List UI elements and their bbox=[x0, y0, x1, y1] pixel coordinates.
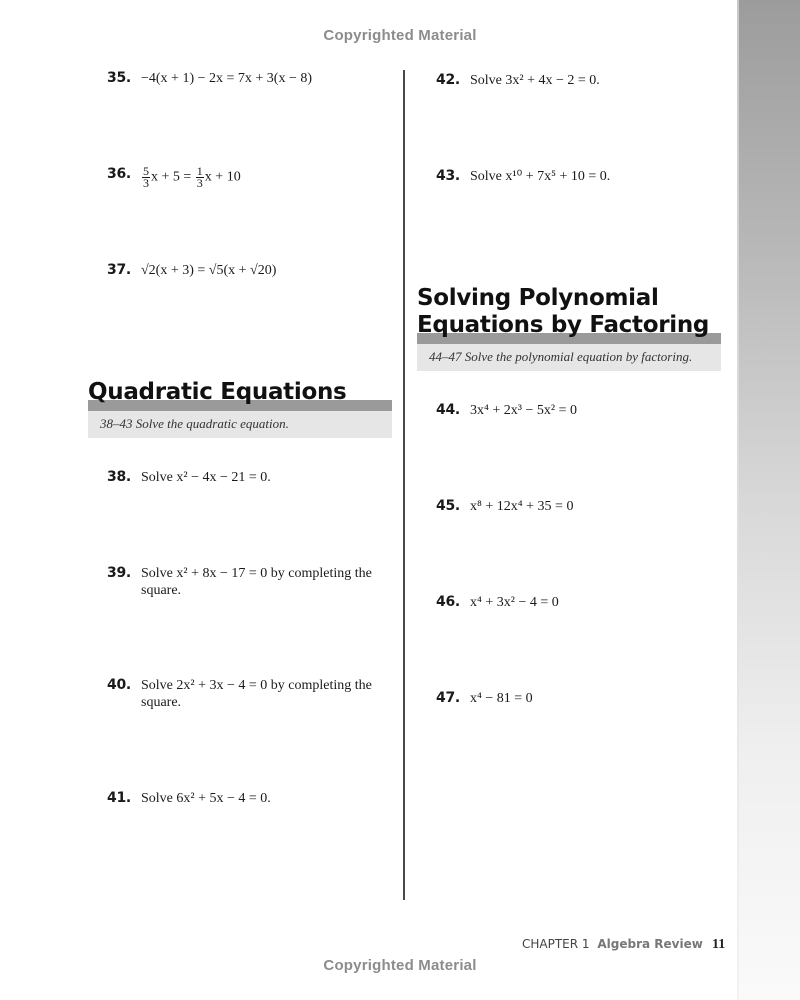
problem-number: 45. bbox=[436, 498, 460, 514]
problem-equation: √2(x + 3) = √5(x + √20) bbox=[141, 263, 277, 278]
problem-47 bbox=[436, 690, 710, 707]
column-divider bbox=[403, 70, 405, 900]
problem-44 bbox=[436, 402, 710, 419]
problem-number: 35. bbox=[107, 70, 131, 86]
problem-number: 39. bbox=[107, 565, 131, 581]
problem-equation: −4(x + 1) − 2x = 7x + 3(x − 8) bbox=[141, 71, 313, 86]
problem-39 bbox=[107, 565, 381, 599]
section-instruction: 38–43 Solve the quadratic equation. bbox=[88, 411, 392, 438]
section-quadratic-equations bbox=[88, 379, 392, 438]
problem-number: 47. bbox=[436, 690, 460, 706]
problem-equation: Solve 2x² + 3x − 4 = 0 by completing the square. bbox=[141, 678, 372, 710]
problem-number: 38. bbox=[107, 469, 131, 485]
fraction: $\frac{5}{3}$ bbox=[143, 164, 149, 190]
problem-number: 40. bbox=[107, 677, 131, 693]
section-instruction: 44–47 Solve the polynomial equation by factoring. bbox=[417, 344, 721, 371]
page-number: 11 bbox=[712, 937, 726, 952]
problem-45 bbox=[436, 498, 710, 515]
watermark-top: Copyrighted Material bbox=[323, 27, 477, 44]
problem-43 bbox=[436, 168, 710, 185]
chapter-title: Algebra Review bbox=[597, 937, 703, 951]
fraction: $\frac{1}{3}$ bbox=[196, 164, 203, 190]
section-title: Solving Polynomial Equations by Factoring bbox=[417, 285, 710, 338]
problem-equation: Solve 3x² + 4x − 2 = 0. bbox=[470, 73, 600, 88]
problem-equation: x⁸ + 12x⁴ + 35 = 0 bbox=[470, 499, 574, 514]
problem-equation: 3x⁴ + 2x³ − 5x² = 0 bbox=[470, 403, 577, 418]
problem-number: 37. bbox=[107, 262, 131, 278]
problem-37 bbox=[107, 262, 381, 279]
watermark-bottom: Copyrighted Material bbox=[323, 957, 477, 974]
problem-number: 41. bbox=[107, 790, 131, 806]
problem-equation: Solve x² + 8x − 17 = 0 by completing the square. bbox=[141, 566, 372, 598]
problem-number: 36. bbox=[107, 166, 131, 182]
problem-42 bbox=[436, 72, 710, 89]
problem-equation: x⁴ + 3x² − 4 = 0 bbox=[470, 595, 559, 610]
problem-40 bbox=[107, 677, 381, 711]
page-edge-shadow bbox=[737, 0, 800, 1000]
problem-38 bbox=[107, 469, 381, 486]
problem-number: 43. bbox=[436, 168, 460, 184]
problem-equation: Solve 6x² + 5x − 4 = 0. bbox=[141, 791, 271, 806]
problem-equation: $\frac{5}{3}$ x + 5 = $\frac{1}{3}$ x + 10 bbox=[143, 164, 241, 190]
problem-equation: Solve x² − 4x − 21 = 0. bbox=[141, 470, 271, 485]
problem-46 bbox=[436, 594, 710, 611]
running-footer bbox=[522, 937, 703, 951]
problem-number: 46. bbox=[436, 594, 460, 610]
problem-36 bbox=[107, 166, 381, 189]
chapter-label: CHAPTER 1 bbox=[522, 937, 590, 951]
problem-equation: Solve x¹⁰ + 7x⁵ + 10 = 0. bbox=[470, 169, 611, 184]
section-title: Quadratic Equations bbox=[88, 379, 347, 405]
problem-35 bbox=[107, 70, 381, 87]
problem-number: 44. bbox=[436, 402, 460, 418]
problem-number: 42. bbox=[436, 72, 460, 88]
problem-41 bbox=[107, 790, 381, 807]
section-polynomial-factoring bbox=[417, 285, 721, 371]
problem-equation: x⁴ − 81 = 0 bbox=[470, 691, 533, 706]
